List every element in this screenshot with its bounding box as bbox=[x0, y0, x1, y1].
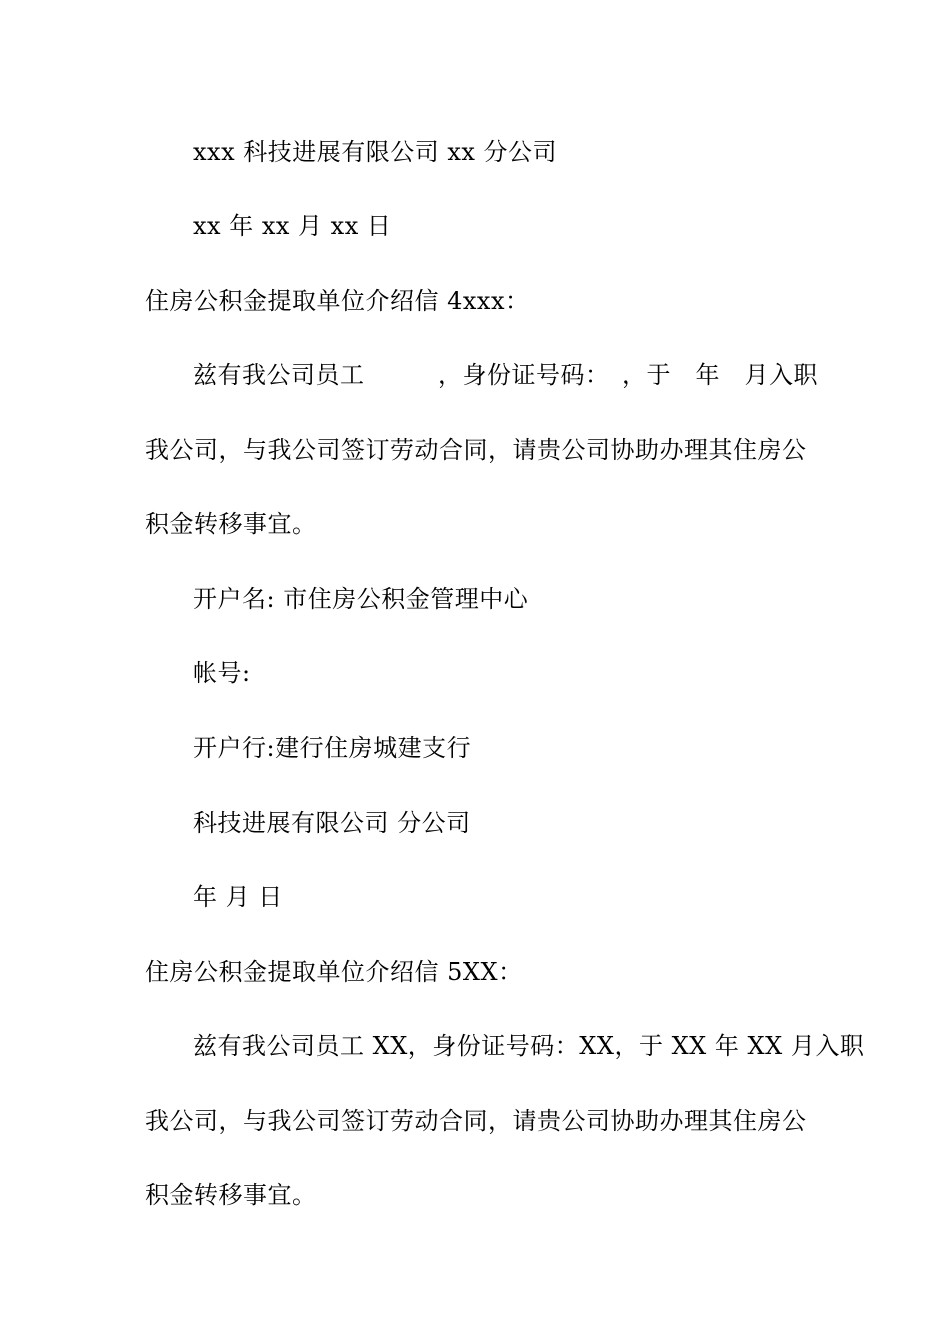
body-paragraph-line: 积金转移事宜。 bbox=[145, 1181, 317, 1209]
body-paragraph-line: 我公司，与我公司签订劳动合同，请贵公司协助办理其住房公 bbox=[145, 1107, 807, 1135]
company-signature-line: 科技进展有限公司 分公司 bbox=[193, 809, 471, 837]
account-number-line: 帐号: bbox=[193, 659, 251, 687]
body-paragraph-line: 我公司，与我公司签订劳动合同，请贵公司协助办理其住房公 bbox=[145, 436, 807, 464]
company-signature-line: xxx 科技进展有限公司 xx 分公司 bbox=[193, 138, 558, 166]
date-line: xx 年 xx 月 xx 日 bbox=[193, 212, 392, 240]
body-paragraph-line: 兹有我公司员工 XX，身份证号码：XX，于 XX 年 XX 月入职 bbox=[193, 1032, 865, 1060]
letter-heading-4: 住房公积金提取单位介绍信 4xxx： bbox=[145, 287, 530, 315]
bank-line: 开户行:建行住房城建支行 bbox=[193, 734, 472, 762]
date-line: 年 月 日 bbox=[193, 883, 283, 911]
body-paragraph-line: 兹有我公司员工 ，身份证号码： ，于 年 月入职 bbox=[193, 361, 818, 389]
letter-heading-5: 住房公积金提取单位介绍信 5XX： bbox=[145, 958, 523, 986]
body-paragraph-line: 积金转移事宜。 bbox=[145, 510, 317, 538]
account-name-line: 开户名: 市住房公积金管理中心 bbox=[193, 585, 529, 613]
